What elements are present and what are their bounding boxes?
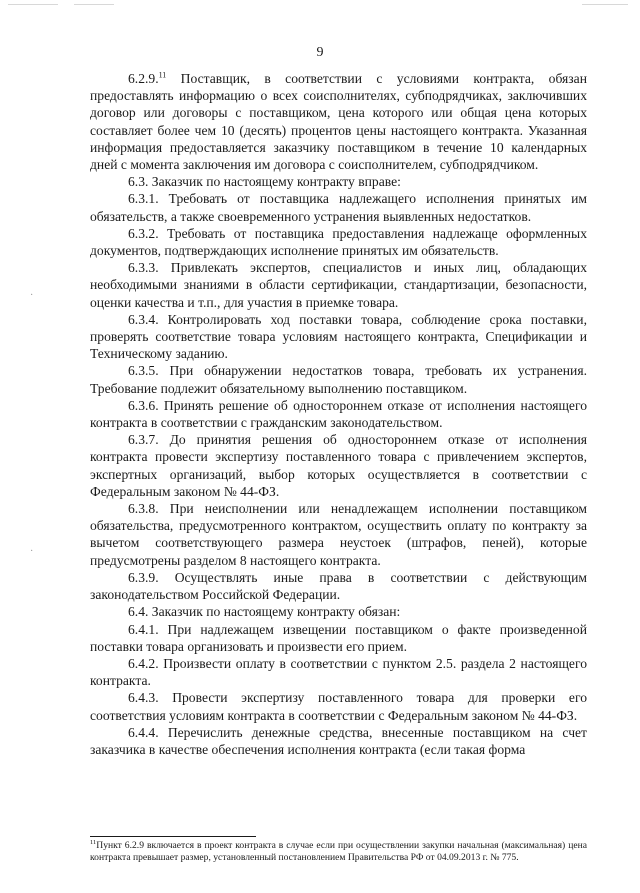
clause-text: Поставщик, в соответствии с условиями контракта, обязан предоставлять информацию о всех соисполнителях, субподрядчиках, заключивших договор или договоры с поставщиком, цена которого или общая цена которых составляет более чем 10 (десять) процентов цены настоящего контракта. Указанная информация предоставляется заказчику поставщиком в течение 10 календарных дней с момента заключения им договора с соисполнителем, субподрядчиком.: [90, 71, 587, 173]
clause-6-3-4: 6.3.4. Контролировать ход поставки товара, соблюдение срока поставки, проверять соответствие товара условиям настоящего контракта, Спецификации и Техническому заданию.: [90, 311, 587, 362]
clause-6-3-9: 6.3.9. Осуществлять иные права в соответствии с действующим законодательством Российской Федерации.: [90, 569, 587, 603]
page-number: 9: [316, 45, 324, 60]
clause-6-3-7: 6.3.7. До принятия решения об одностороннем отказе от исполнения контракта провести экспертизу поставленного товара с привлечением экспертов, экспертных организаций, выбор которых осуществляется в соответствии с Федеральным законом № 44-ФЗ.: [90, 432, 587, 499]
footnote-text: Пункт 6.2.9 включается в проект контракта в случае если при осуществлении закупки начальная (максимальная) цена контракта превышает размер, установленный постановлением Правительства РФ от 04.09.2013 г. № 775.: [90, 840, 587, 863]
footnote-marker: 11: [90, 838, 97, 846]
scan-mark: ·: [30, 546, 34, 557]
scan-mark: ·: [30, 290, 34, 301]
clause-6-4-2: 6.4.2. Произвести оплату в соответствии с пунктом 2.5. раздела 2 настоящего контракта.: [90, 655, 587, 689]
clause-6-3-5: 6.3.5. При обнаружении недостатков товара, требовать их устранения. Требование подлежит обязательному выполнению поставщиком.: [90, 363, 587, 396]
clause-6-3-8: 6.3.8. При неисполнении или ненадлежащем исполнении поставщиком обязательства, предусмотренного контрактом, осуществить оплату по контракту за вычетом соответствующего размера неустоек (штрафов, пеней), которые предусмотрены разделом 8 настоящего контракта.: [90, 501, 587, 568]
footnote-separator: [90, 836, 256, 837]
clause-6-3-1: 6.3.1. Требовать от поставщика надлежащего исполнения принятых им обязательств, а также своевременного устранения выявленных недостатков.: [90, 191, 587, 224]
clause-6-4-4: 6.4.4. Перечислить денежные средства, внесенные поставщиком на счет заказчика в качестве обеспечения исполнения контракта (если такая форма: [90, 724, 587, 757]
clause-6-3: 6.3. Заказчик по настоящему контракту вправе:: [128, 174, 401, 190]
scan-edge-line: [582, 4, 628, 5]
footnote: [90, 840, 587, 863]
scan-edge-line: [74, 4, 114, 5]
scan-edge-line: [8, 4, 58, 5]
footnote-reference[interactable]: 11: [158, 70, 167, 80]
clause-6-3-6: 6.3.6. Принять решение об одностороннем отказе от исполнения настоящего контракта в соответствии с гражданским законодательством.: [90, 397, 587, 431]
clause-6-4-1: 6.4.1. При надлежащем извещении поставщиком о факте произведенной поставки товара организовать и произвести его прием.: [90, 621, 587, 654]
clause-number: 6.2.9.: [128, 71, 159, 86]
contract-body: [90, 70, 587, 758]
clause-6-2-9: [90, 70, 587, 173]
clause-6-3-3: 6.3.3. Привлекать экспертов, специалистов и иных лиц, обладающих необходимыми знаниями в области сертификации, стандартизации, безопасности, оценки качества и т.п., для участия в приемке товара.: [90, 260, 587, 310]
clause-6-3-2: 6.3.2. Требовать от поставщика предоставления надлежаще оформленных документов, подтверждающих исполнение принятых им обязательств.: [90, 225, 587, 259]
clause-6-4: 6.4. Заказчик по настоящему контракту обязан:: [128, 604, 401, 620]
clause-6-4-3: 6.4.3. Провести экспертизу поставленного товара для проверки его соответствия условиям контракта в соответствии с Федеральным законом № 44-ФЗ.: [90, 690, 587, 723]
